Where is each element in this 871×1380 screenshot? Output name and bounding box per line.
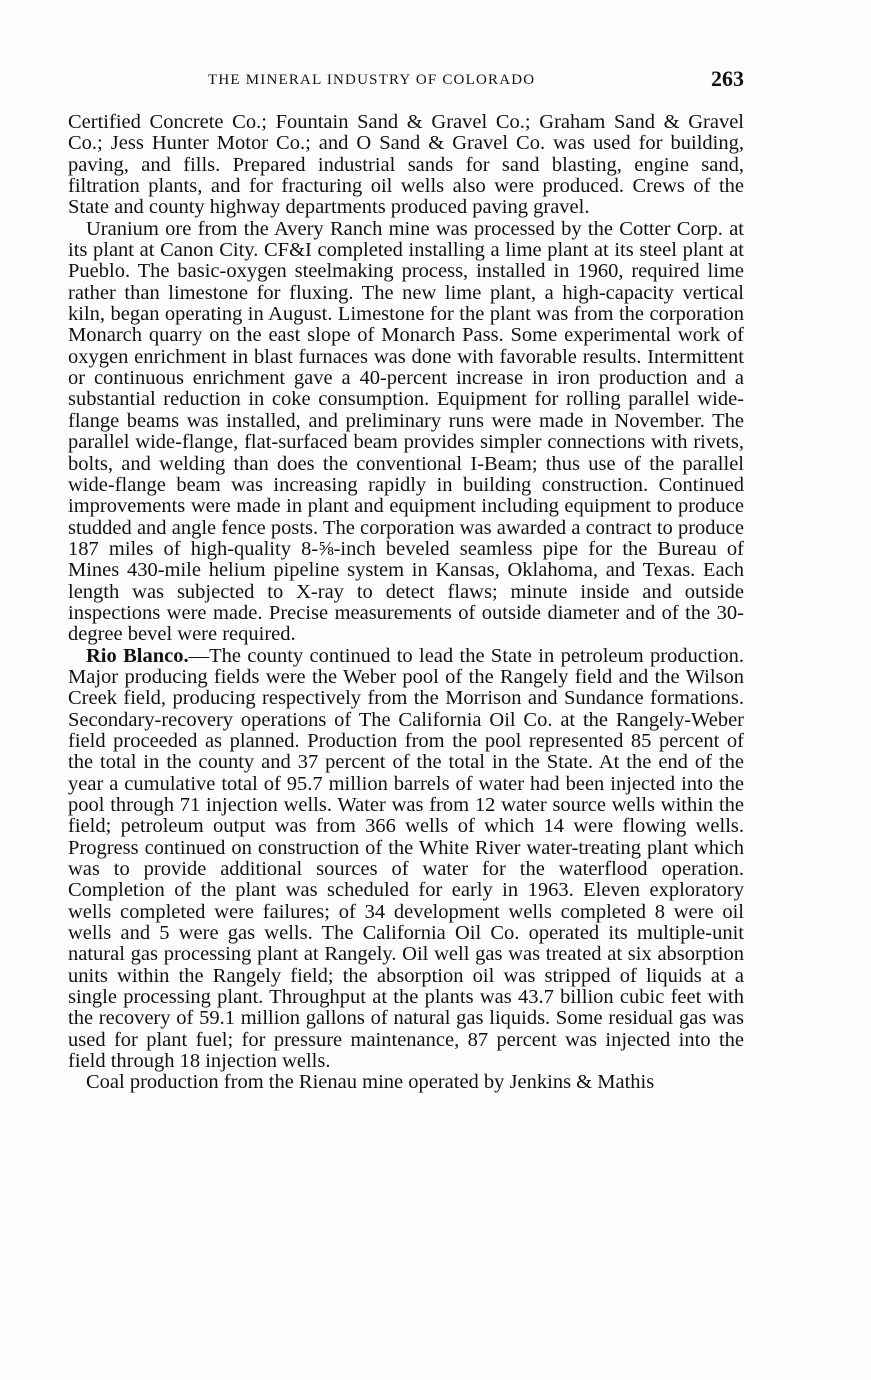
running-head: THE MINERAL INDUSTRY OF COLORADO xyxy=(208,72,536,88)
section-heading-rio-blanco: Rio Blanco. xyxy=(86,644,189,667)
body-text xyxy=(68,112,744,1094)
paragraph-coal: Coal production from the Rienau mine operated by Jenkins & Mathis xyxy=(86,1071,655,1094)
paragraph-sand-gravel: Certified Concrete Co.; Fountain Sand & Gravel Co.; Graham Sand & Gravel Co.; Jess Hunter Motor Co.; and O Sand & Gravel Co. was used for building, paving, and fills. Prepared industrial sands for sand blasting, engine sand, filtration plants, and for fracturing oil wells also were produced. Crews of the State and county highway departments produced paving gravel. xyxy=(68,111,744,219)
page-number: 263 xyxy=(711,66,744,91)
paragraph-uranium-steel: Uranium ore from the Avery Ranch mine was processed by the Cotter Corp. at its plant at Canon City. CF&I completed installing a lime plant at its steel plant at Pueblo. The basic-oxygen steelmaking process, installed in 1960, required lime rather than limestone for fluxing. The new lime plant, a high-capacity vertical kiln, began operating in August. Limestone for the plant was from the corporation Monarch quarry on the east slope of Monarch Pass. Some experimental work of oxygen enrichment in blast furnaces was done with favorable results. Intermittent or continuous enrichment gave a 40-percent increase in iron production and a substantial reduction in coke consumption. Equipment for rolling parallel wide-flange beams was installed, and preliminary runs were made in November. The parallel wide-flange, flat-surfaced beam provides simpler connections with rivets, bolts, and welding than does the conventional I-Beam; thus use of the parallel wide-flange beam was increasing rapidly in building construction. Continued improvements were made in plant and equipment including equipment to produce studded and angle fence posts. The corporation was awarded a contract to produce 187 miles of high-quality 8-⅝-inch beveled seamless pipe for the Bureau of Mines 430-mile helium pipeline system in Kansas, Oklahoma, and Texas. Each length was subjected to X-ray to detect flaws; minute inside and outside inspections were made. Precise measurements of outside diameter and of the 30-degree bevel were required. xyxy=(68,217,744,646)
paragraph-rio-blanco xyxy=(68,646,744,1073)
paragraph-rio-blanco-text: —The county continued to lead the State in petroleum production. Major producing fields were the Weber pool of the Rangely field and the Wilson Creek field, producing respectively from the Morrison and Sundance formations. Secondary-recovery operations of The California Oil Co. at the Rangely-Weber field proceeded as planned. Production from the pool represented 85 percent of the total in the county and 37 percent of the total in the State. At the end of the year a cumulative total of 95.7 million barrels of water had been injected into the pool through 71 injection wells. Water was from 12 water source wells within the field; petroleum output was from 366 wells of which 14 were flowing wells. Progress continued on construction of the White River water-treating plant which was to provide additional sources of water for the waterflood operation. Completion of the plant was scheduled for early in 1963. Eleven exploratory wells completed were failures; of 34 development wells completed 8 were oil wells and 5 were gas wells. The California Oil Co. operated its multiple-unit natural gas processing plant at Rangely. Oil well gas was treated at six absorption units within the Rangely field; the absorption oil was stripped of liquids at a single processing plant. Throughput at the plants was 43.7 billion cubic feet with the recovery of 59.1 million gallons of natural gas liquids. Some residual gas was used for plant fuel; for pressure maintenance, 87 percent was injected into the field through 18 injection wells. xyxy=(68,644,744,1073)
page-header xyxy=(68,68,744,96)
